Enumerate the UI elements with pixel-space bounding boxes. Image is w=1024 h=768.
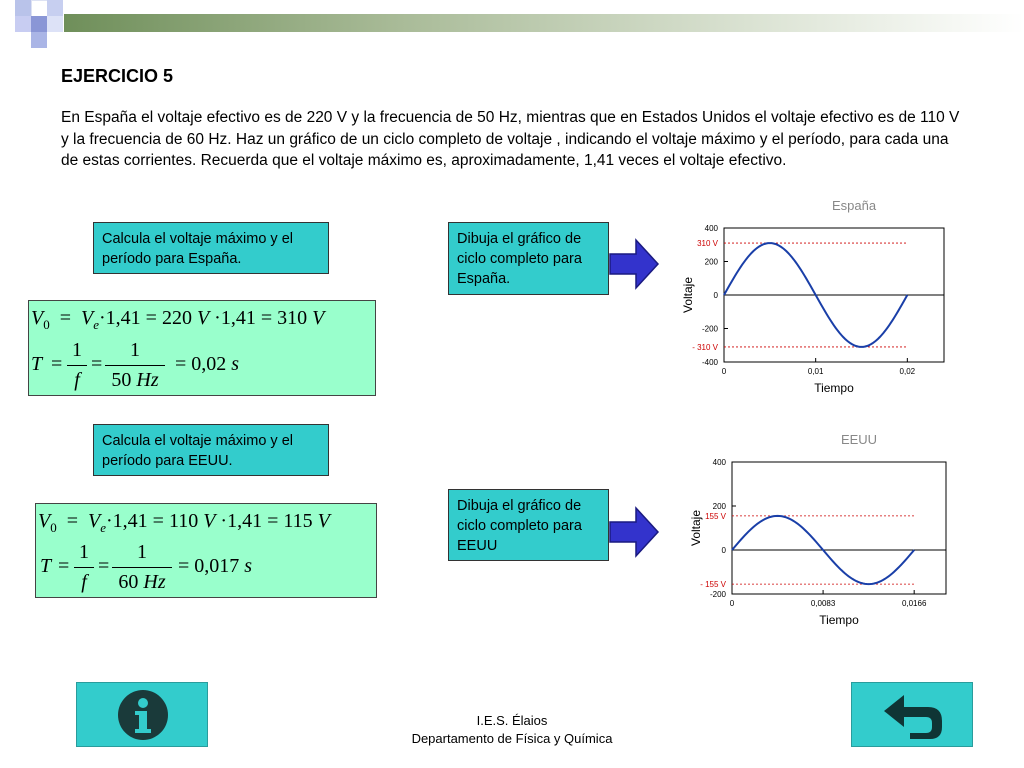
usa-calc-prompt: Calcula el voltaje máximo y el período para EEUU. <box>93 424 329 476</box>
spain-equation-box <box>28 300 376 396</box>
subscript: e <box>93 317 99 332</box>
symbol-v: V <box>38 510 51 532</box>
spain-graph-prompt: Dibuja el gráfico de ciclo completo para España. <box>448 222 609 295</box>
fraction-line <box>105 365 165 366</box>
unit: s <box>244 555 253 577</box>
spain-vmax-equation: $V_0 = V_e\cdot 1,41 = 220$ V ·1,41 = 310 V <box>31 307 325 332</box>
y-axis-label: Voltaje <box>689 509 703 547</box>
fraction-numerator: 1 <box>72 339 82 361</box>
subscript: 0 <box>50 520 57 535</box>
usa-graph-prompt: Dibuja el gráfico de ciclo completo para EEUU <box>448 489 609 561</box>
fraction-numerator: 1 <box>137 541 147 563</box>
chart-title: España <box>831 198 877 213</box>
arrow-right-icon <box>608 238 660 290</box>
y-tick-label: 200 <box>704 257 718 267</box>
amplitude-label: 155 V <box>705 511 726 521</box>
y-axis-label: Voltaje <box>681 276 695 314</box>
result-value: = 0,017 <box>178 555 245 577</box>
chart-title: EEUU <box>840 432 878 447</box>
x-tick-label: 0,0083 <box>810 599 836 608</box>
den-number: 50 <box>111 369 137 391</box>
usa-voltage-chart <box>660 430 960 636</box>
usa-vmax-equation: $V_0 = V_e\cdot 1,41 = 110$ V ·1,41 = 115 V <box>38 510 330 535</box>
info-icon <box>77 683 209 748</box>
eq-text: ·1,41 = 310 <box>209 307 313 329</box>
eq-text: ·1,41 = 110 <box>106 510 204 532</box>
y-tick-label: -400 <box>701 358 718 367</box>
amplitude-label: 310 V <box>697 239 718 249</box>
den-number: 60 <box>118 571 144 593</box>
subscript: 0 <box>43 317 50 332</box>
x-axis-label: Tiempo <box>819 613 859 627</box>
fraction-denominator <box>112 571 172 594</box>
y-tick-label: 400 <box>712 458 726 467</box>
equals-sign: = <box>58 555 70 577</box>
unit: s <box>231 353 240 375</box>
decor-square <box>31 16 47 32</box>
unit: V <box>317 510 330 532</box>
amplitude-label: - 155 V <box>700 580 726 590</box>
fraction-line <box>112 567 172 568</box>
spain-calc-prompt: Calcula el voltaje máximo y el período para España. <box>93 222 329 274</box>
decor-square <box>47 16 63 32</box>
exercise-title: EJERCICIO 5 <box>61 66 174 86</box>
slide-header-decoration <box>0 0 1024 48</box>
subscript: e <box>100 520 106 535</box>
unit: V <box>203 510 216 532</box>
spain-voltage-chart <box>660 196 960 402</box>
footer-department: Departamento de Física y Química <box>411 731 613 746</box>
equals-sign: = <box>91 353 103 375</box>
fraction-numerator: 1 <box>79 541 89 563</box>
fraction-line <box>67 365 87 366</box>
unit: V <box>312 307 325 329</box>
usa-equation-box <box>35 503 377 598</box>
decor-square <box>31 32 47 48</box>
footer <box>380 712 644 748</box>
y-tick-label: 0 <box>713 291 718 300</box>
equals-sign: = <box>51 353 63 375</box>
fraction-denominator <box>105 369 165 392</box>
x-tick-label: 0,01 <box>807 367 824 376</box>
fraction-denominator: f <box>81 571 87 593</box>
result-value: = 0,02 <box>175 353 232 375</box>
return-button[interactable] <box>851 682 973 747</box>
decor-square <box>15 0 31 16</box>
amplitude-label: - 310 V <box>692 342 718 352</box>
symbol-ve: V <box>88 510 101 532</box>
eq-text: ·1,41 = 115 <box>215 510 318 532</box>
spain-period-result <box>175 353 239 376</box>
y-tick-label: -200 <box>701 324 718 334</box>
y-tick-label: 0 <box>721 546 726 555</box>
unit: Hz <box>136 369 159 391</box>
header-gradient-bar <box>64 14 1024 32</box>
arrow-right-icon <box>608 506 660 558</box>
x-tick-label: 0,02 <box>899 367 916 376</box>
y-tick-label: -200 <box>709 590 726 599</box>
fraction-numerator: 1 <box>130 339 140 361</box>
footer-school: I.E.S. Élaios <box>476 713 548 728</box>
x-tick-label: 0 <box>721 367 727 376</box>
x-tick-label: 0,0166 <box>901 599 927 608</box>
y-tick-label: 200 <box>712 502 726 511</box>
usa-period-symbol: T <box>40 555 52 577</box>
symbol-v: V <box>31 307 44 329</box>
fraction-line <box>74 567 94 568</box>
decor-square <box>15 16 31 32</box>
usa-period-result <box>178 555 252 578</box>
unit: Hz <box>143 571 166 593</box>
exercise-statement: En España el voltaje efectivo es de 220 V y la frecuencia de 50 Hz, mientras que en Estados Unidos el voltaje efectivo es de 110 V y la frecuencia de 60 Hz. Haz un gráfico de un ciclo completo de voltaje , indicando el voltaje máximo y el período, para cada una de estas corrientes. Recuerda que el voltaje máximo es, aproximadamente, 1,41 veces el voltaje efectivo. <box>61 109 960 169</box>
x-axis-label: Tiempo <box>814 381 854 395</box>
spain-period-symbol: T <box>31 353 43 375</box>
plot-frame <box>732 462 946 594</box>
x-tick-label: 0 <box>729 599 735 608</box>
eq-text: ·1,41 = 220 <box>99 307 197 329</box>
return-arrow-icon <box>852 683 974 748</box>
unit: V <box>196 307 210 329</box>
equals-sign: = <box>98 555 110 577</box>
info-button[interactable] <box>76 682 208 747</box>
fraction-denominator: f <box>74 369 80 391</box>
decor-square <box>47 0 63 16</box>
symbol-ve: V <box>81 307 94 329</box>
y-tick-label: 400 <box>704 224 718 233</box>
